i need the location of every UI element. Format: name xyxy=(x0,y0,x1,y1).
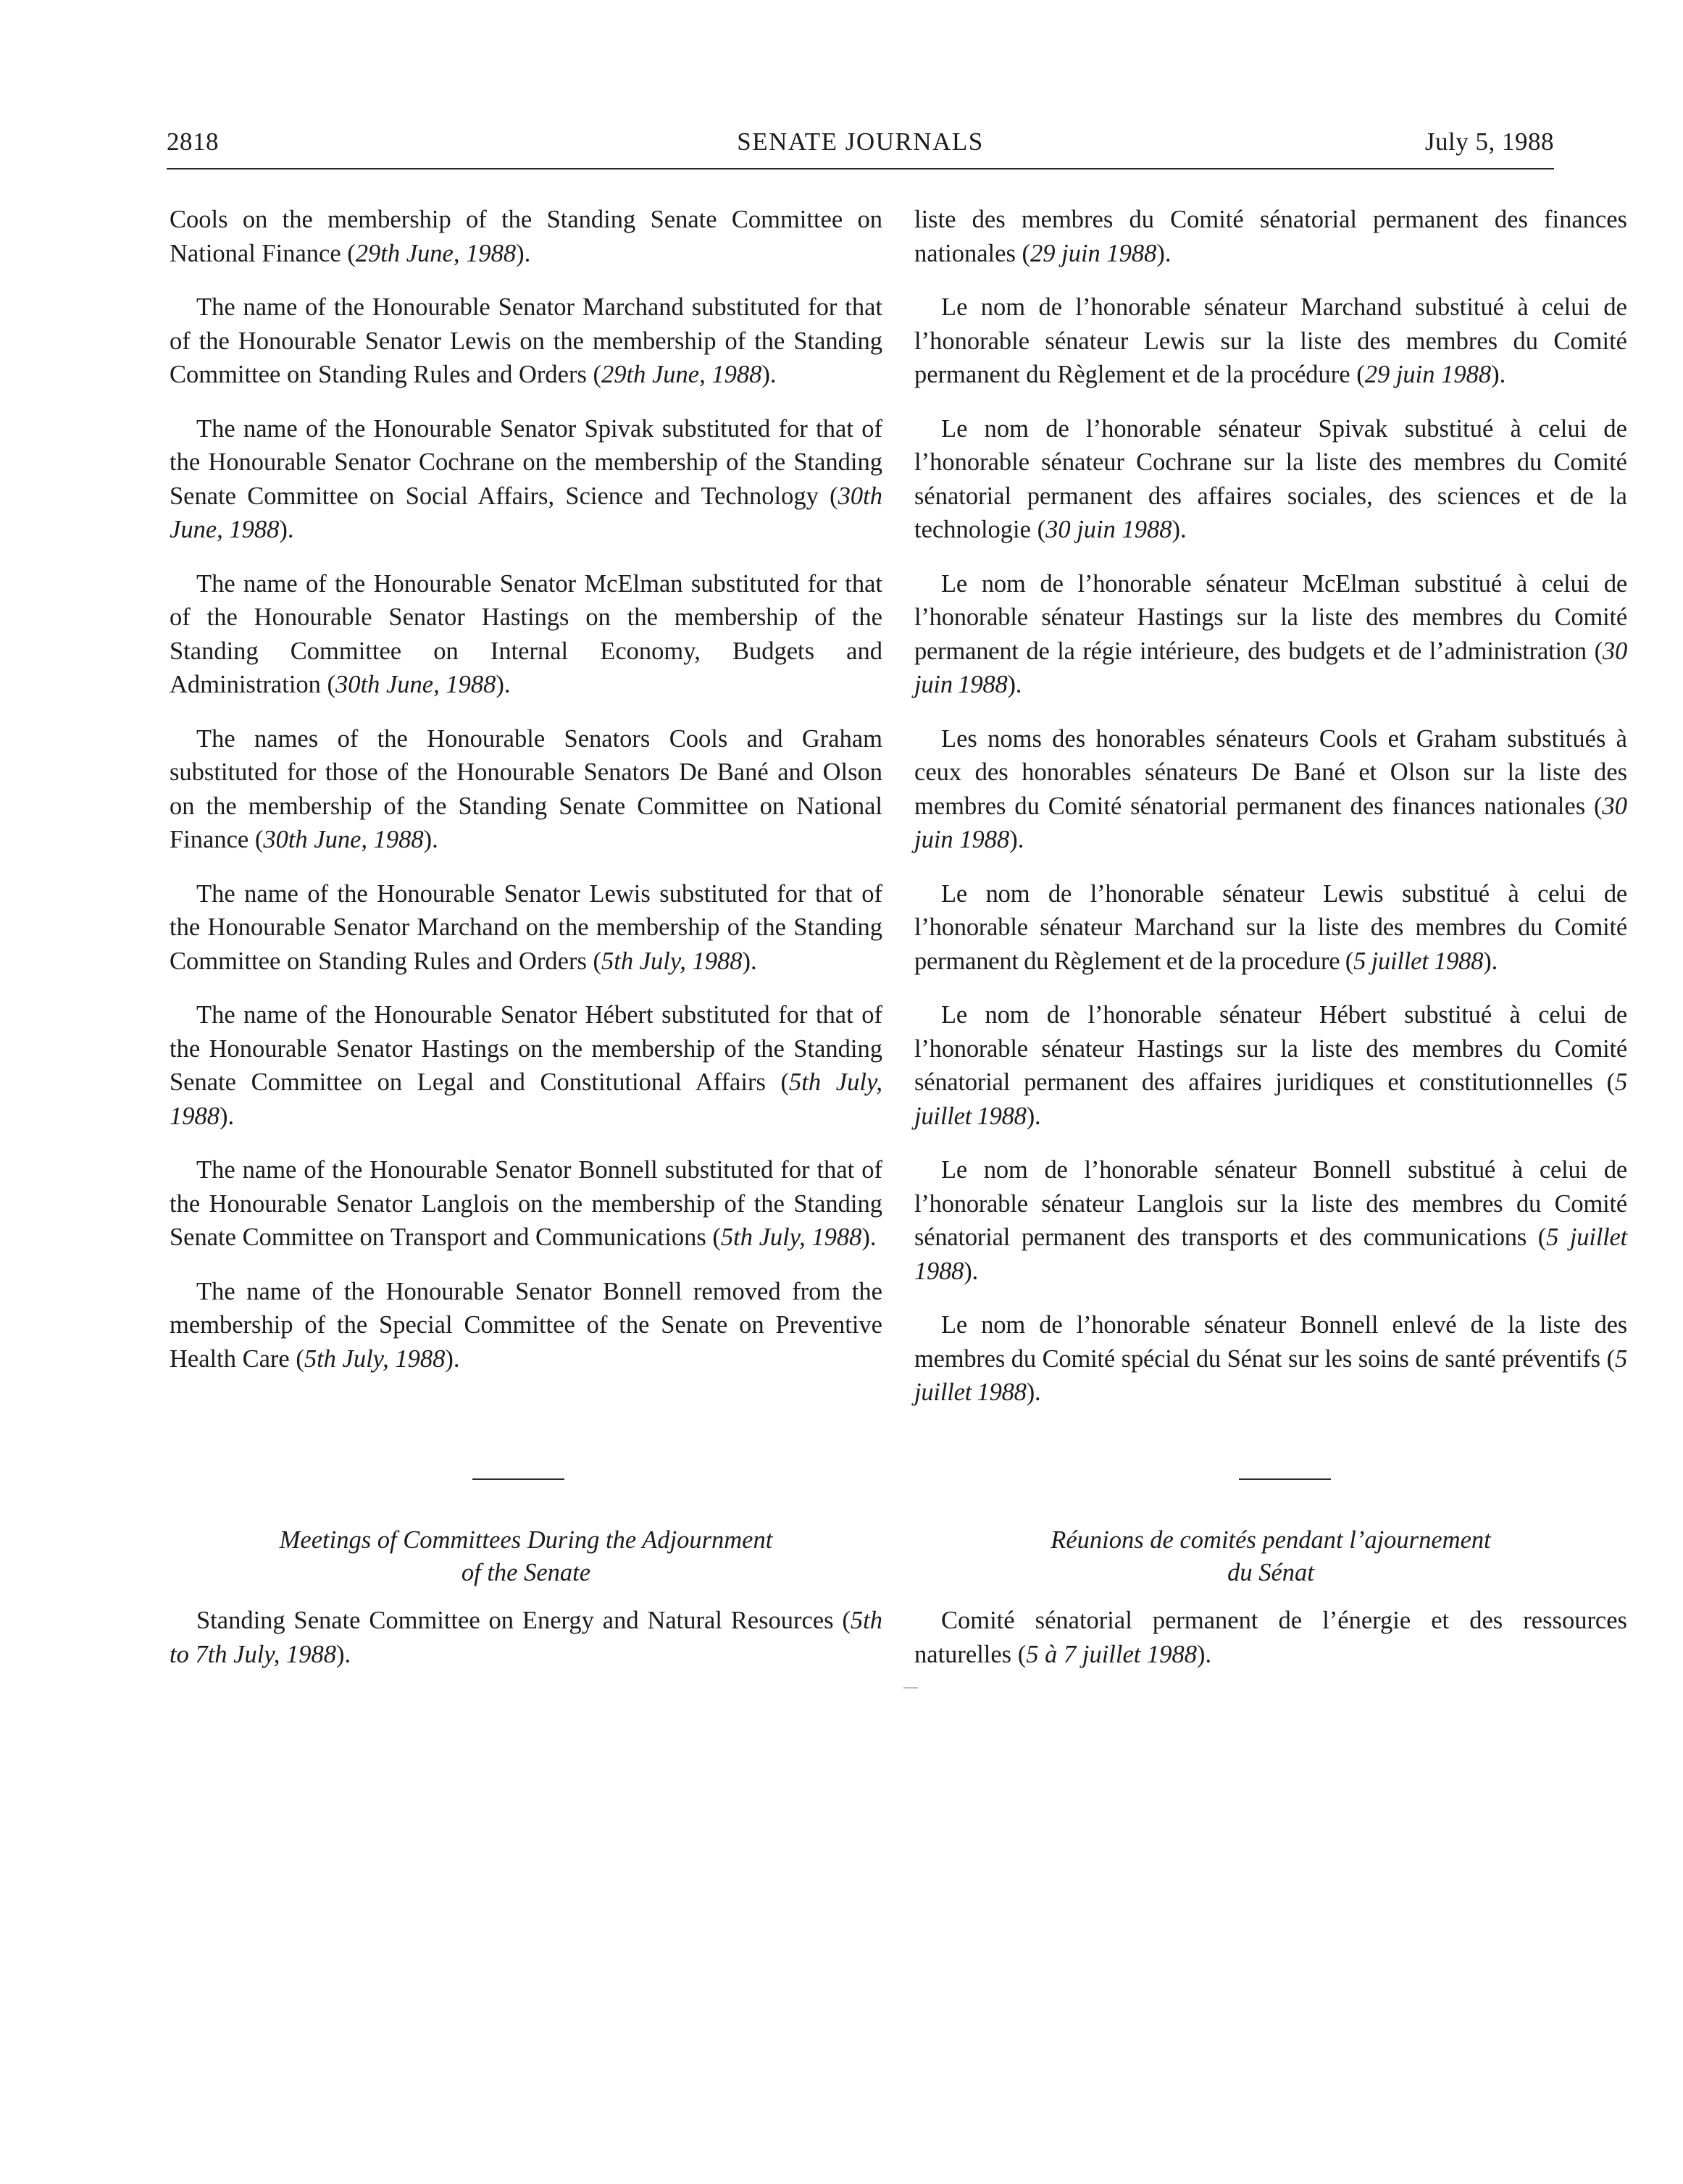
french-paragraph: Le nom de l’honorable sénateur Lewis substitué à celui de l’honorable sénateur Marchand sur la liste des membres du Comité permanent du Règlement et de la procedure (5 juillet 1988). xyxy=(914,879,1627,975)
english-section-divider xyxy=(472,1478,564,1480)
french-section-heading: Réunions de comités pendant l’ajournement du Sénat xyxy=(1051,1526,1491,1586)
english-paragraph: The name of the Honourable Senator Bonnell removed from the membership of the Special Committee of the Senate on Preventive Health Care (5th July, 1988). xyxy=(170,1277,882,1373)
stray-mark xyxy=(903,1687,918,1689)
english-paragraph: The names of the Honourable Senators Cools and Graham substituted for those of the Honourable Senators De Bané and Olson on the membership of the Standing Senate Committee on National Finance (30th June, 1988). xyxy=(170,724,882,853)
french-paragraph: Le nom de l’honorable sénateur Hébert substitué à celui de l’honorable sénateur Hastings sur la liste des membres du Comité sénatorial permanent des affaires juridiques et constitutionnelles (5 juillet 1988). xyxy=(914,1001,1627,1130)
french-paragraph: Le nom de l’honorable sénateur Bonnell enlevé de la liste des membres du Comité spécial du Sénat sur les soins de santé préventifs (5 juillet 1988). xyxy=(914,1311,1627,1406)
french-column xyxy=(914,203,1627,1430)
english-paragraph: The name of the Honourable Senator Spivak substituted for that of the Honourable Senator Cochrane on the membership of the Standing Senate Committee on Social Affairs, Science and Technology (30th June, 1988). xyxy=(170,414,882,543)
english-paragraph: The name of the Honourable Senator Marchand substituted for that of the Honourable Senator Lewis on the membership of the Standing Committee on Standing Rules and Orders (29th June, 1988). xyxy=(170,293,882,388)
french-paragraph: Les noms des honorables sénateurs Cools et Graham substitués à ceux des honorables sénateurs De Bané et Olson sur la liste des membres du Comité sénatorial permanent des finances nationales (30 juin 1988). xyxy=(914,724,1627,853)
english-committee-meeting: Standing Senate Committee on Energy and Natural Resources (5th to 7th July, 1988). xyxy=(170,1607,882,1668)
english-paragraph: The name of the Honourable Senator Hébert substituted for that of the Honourable Senator Hastings on the membership of the Standing Senate Committee on Legal and Constitutional Affairs (5th July, 1988). xyxy=(170,1001,882,1130)
english-section-heading: Meetings of Committees During the Adjournment of the Senate xyxy=(279,1526,773,1586)
journal-title: SENATE JOURNALS xyxy=(737,127,984,156)
french-paragraph: liste des membres du Comité sénatorial permanent des finances nationales (29 juin 1988). xyxy=(914,206,1627,267)
header-date: July 5, 1988 xyxy=(1424,127,1554,156)
header-rule xyxy=(167,168,1554,170)
english-paragraph: The name of the Honourable Senator McElman substituted for that of the Honourable Senator Hastings on the membership of the Standing Committee on Internal Economy, Budgets and Administration (30th June, 1988). xyxy=(170,569,882,698)
french-paragraph: Le nom de l’honorable sénateur Spivak substitué à celui de l’honorable sénateur Cochrane sur la liste des membres du Comité sénatorial permanent des affaires sociales, des sciences et de la technologie (30 juin 1988). xyxy=(914,414,1627,543)
english-paragraph: Cools on the membership of the Standing Senate Committee on National Finance (29th June, 1988). xyxy=(170,206,882,267)
french-committee-meeting: Comité sénatorial permanent de l’énergie et des ressources naturelles (5 à 7 juillet 1988). xyxy=(914,1607,1627,1668)
english-paragraph: The name of the Honourable Senator Bonnell substituted for that of the Honourable Senator Langlois on the membership of the Standing Senate Committee on Transport and Communications (5th July, 1988). xyxy=(170,1156,882,1251)
english-paragraph: The name of the Honourable Senator Lewis substituted for that of the Honourable Senator Marchand on the membership of the Standing Committee on Standing Rules and Orders (5th July, 1988). xyxy=(170,879,882,975)
french-section-divider xyxy=(1239,1478,1331,1480)
page-number: 2818 xyxy=(167,127,219,156)
french-paragraph: Le nom de l’honorable sénateur Marchand substitué à celui de l’honorable sénateur Lewis sur la liste des membres du Comité permanent du Règlement et de la procédure (29 juin 1988). xyxy=(914,293,1627,388)
page-header xyxy=(167,127,1554,167)
french-paragraph: Le nom de l’honorable sénateur Bonnell substitué à celui de l’honorable sénateur Langlois sur la liste des membres du Comité sénatorial permanent des transports et des communications (5 juillet 1988). xyxy=(914,1156,1627,1285)
french-paragraph: Le nom de l’honorable sénateur McElman substitué à celui de l’honorable sénateur Hastings sur la liste des membres du Comité permanent de la régie intérieure, des budgets et de l’administration (30 juin 1988). xyxy=(914,569,1627,698)
english-column xyxy=(170,203,882,1396)
